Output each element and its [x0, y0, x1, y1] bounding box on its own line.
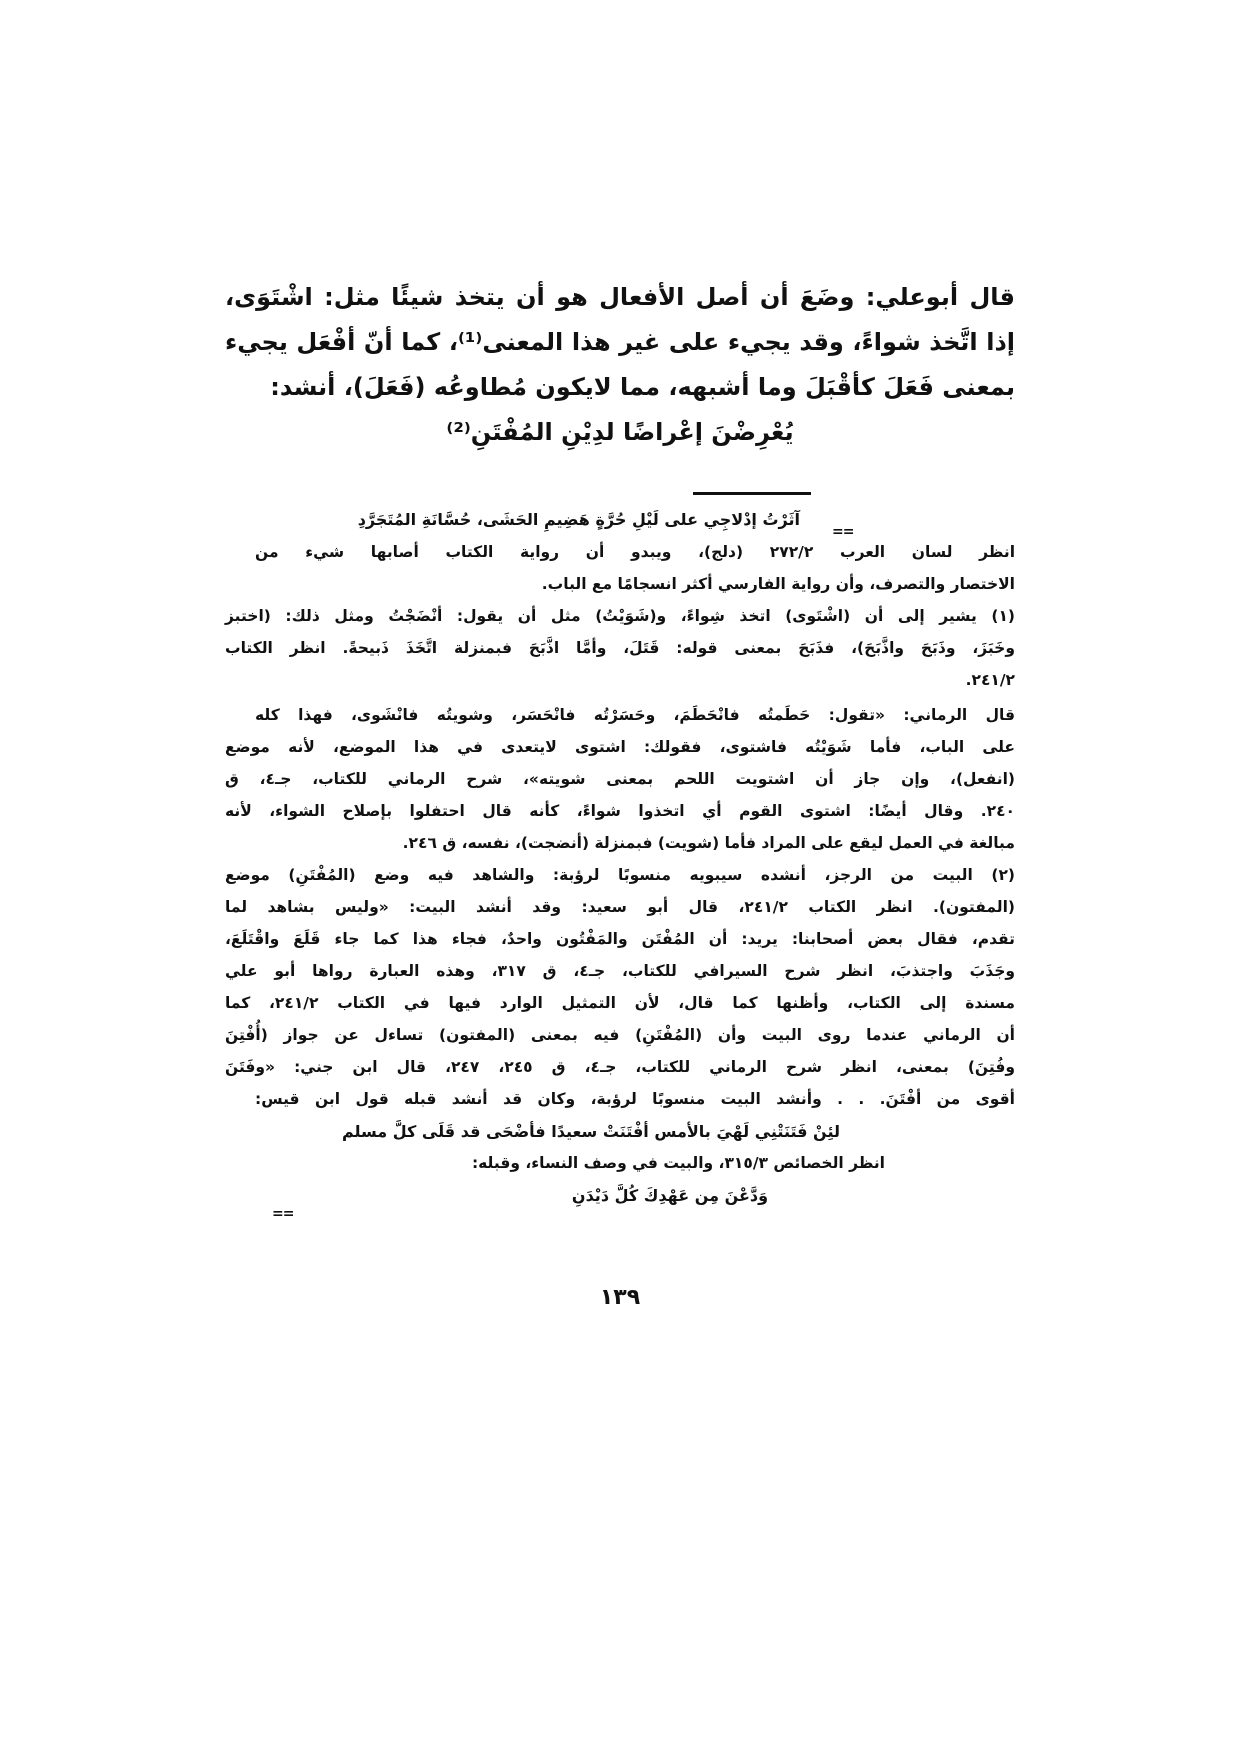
footnote-line: أقوى من أفْتَنَ. . . وأنشد البيت منسوبًا لرؤبة، وكان قد أنشد قبله قول ابن قيس:	[255, 1090, 1015, 1108]
continuation-mark: ==	[832, 524, 854, 540]
footnote-verse: لئِنْ فَتَنَتْنِي لَهْيَ بالأمس أفْتَنَتْ سعيدًا فأضْحَى قد قَلَى كلَّ مسلم	[341, 1122, 840, 1141]
main-text-line: قال أبوعلي: وضَعَ أن أصل الأفعال هو أن يتخذ شيئًا مثل: اشْتَوَى،	[225, 283, 1015, 311]
footnote-line: مبالغة في العمل ليقع على المراد فأما (شويت) فبمنزلة (أنضجت)، نفسه، ق ٢٤٦.	[402, 834, 1015, 852]
footnote-separator	[693, 492, 811, 495]
footnote-verse: آثَرْتُ إدْلاجِي على لَيْلِ حُرَّةٍ هَضِيمِ الحَشَى، حُسَّانَةِ المُتَجَرَّدِ	[357, 510, 800, 529]
footnote-line: ٢٤١/٢.	[965, 671, 1015, 689]
continuation-mark: ==	[272, 1206, 294, 1222]
footnote-line: ٢٤٠. وقال أيضًا: اشتوى القوم أي اتخذوا شواءً، كأنه قال احتفلوا بإصلاح الشواء، لأنه	[225, 802, 1015, 820]
footnote-line: تقدم، فقال بعض أصحابنا: يريد: أن المُفْتَن والمَفْتُون واحدٌ، فجاء هذا كما جاء قَلَعَ واقْتَلَعَ،	[225, 930, 1015, 948]
footnote-line: أن الرماني عندما روى البيت وأن (المُفْتَنِ) فيه بمعنى (المفتون) تساءل عن جواز (أُفْتِنَ	[225, 1026, 1015, 1044]
page-number: ١٣٩	[599, 1285, 641, 1310]
footnote-line: وجَذَبَ واجتذبَ، انظر شرح السيرافي للكتاب، جـ٤، ق ٣١٧، وهذه العبارة رواها أبو علي	[225, 962, 1015, 980]
footnote-line: وفُتِنَ) بمعنى، انظر شرح الرماني للكتاب، جـ٤، ق ٢٤٥، ٢٤٧، قال ابن جني: «وفَتَنَ	[225, 1058, 1015, 1076]
footnote-line: انظر الخصائص ٣١٥/٣، والبيت في وصف النساء، وقبله:	[471, 1154, 885, 1172]
footnote-line: وخَبَزَ، وذَبَحَ واذَّبَحَ)، فذَبَحَ بمعنى قوله: قَتَلَ، وأمَّا اذَّبَحَ فبمنزلة اتَّخَذَ ذَبيحةً. انظر الكتاب	[225, 639, 1015, 657]
footnote-line: على الباب، فأما شَوَيْتُه فاشتوى، فقولك: اشتوى لايتعدى في هذا الموضع، لأنه موضع	[225, 738, 1015, 756]
main-text-line: بمعنى فَعَلَ كأقْبَلَ وما أشبهه، مما لايكون مُطاوعُه (فَعَلَ)، أنشد:	[270, 373, 1015, 401]
footnote-line: قال الرماني: «تقول: حَطَمتُه فانْحَطَمَ، وحَسَرْتُه فانْحَسَر، وشويتُه فانْشَوى، فهذا كله	[255, 706, 1015, 724]
main-text-line: إذا اتَّخذ شواءً، وقد يجيء على غير هذا المعنى⁽¹⁾، كما أنّ أفْعَل يجيء	[225, 328, 1015, 356]
footnote-line: (المفتون). انظر الكتاب ٢٤١/٢، قال أبو سعيد: وقد أنشد البيت: «وليس بشاهد لما	[225, 898, 1015, 916]
footnote-line: مسندة إلى الكتاب، وأظنها كما قال، لأن التمثيل الوارد فيها في الكتاب ٢٤١/٢، كما	[225, 994, 1016, 1012]
footnote-line: (٢) البيت من الرجز، أنشده سيبويه منسوبًا لرؤبة: والشاهد فيه وضع (المُفْتَنِ) موضع	[225, 866, 1015, 884]
footnote-line: انظر لسان العرب ٢٧٢/٢ (دلج)، ويبدو أن رواية الكتاب أصابها شيء من	[255, 543, 1016, 561]
footnote-line: (انفعل)، وإن جاز أن اشتويت اللحم بمعنى شويته»، شرح الرماني للكتاب، جـ٤، ق	[225, 770, 1015, 788]
verse-line: يُعْرِضْنَ إعْراضًا لدِيْنِ المُفْتَنِ⁽²⁾	[446, 418, 794, 446]
footnote-verse: وَدَّعْنَ مِن عَهْدِكَ كُلَّ دَيْدَنِ	[571, 1186, 769, 1205]
footnote-line: (١) يشير إلى أن (اشْتَوى) اتخذ شِواءً، و(شَوَيْتُ) مثل أن يقول: أنْضَجْتُ ومثل ذلك: (اختبز	[225, 607, 1015, 625]
footnote-line: الاختصار والتصرف، وأن رواية الفارسي أكثر انسجامًا مع الباب.	[541, 575, 1015, 593]
